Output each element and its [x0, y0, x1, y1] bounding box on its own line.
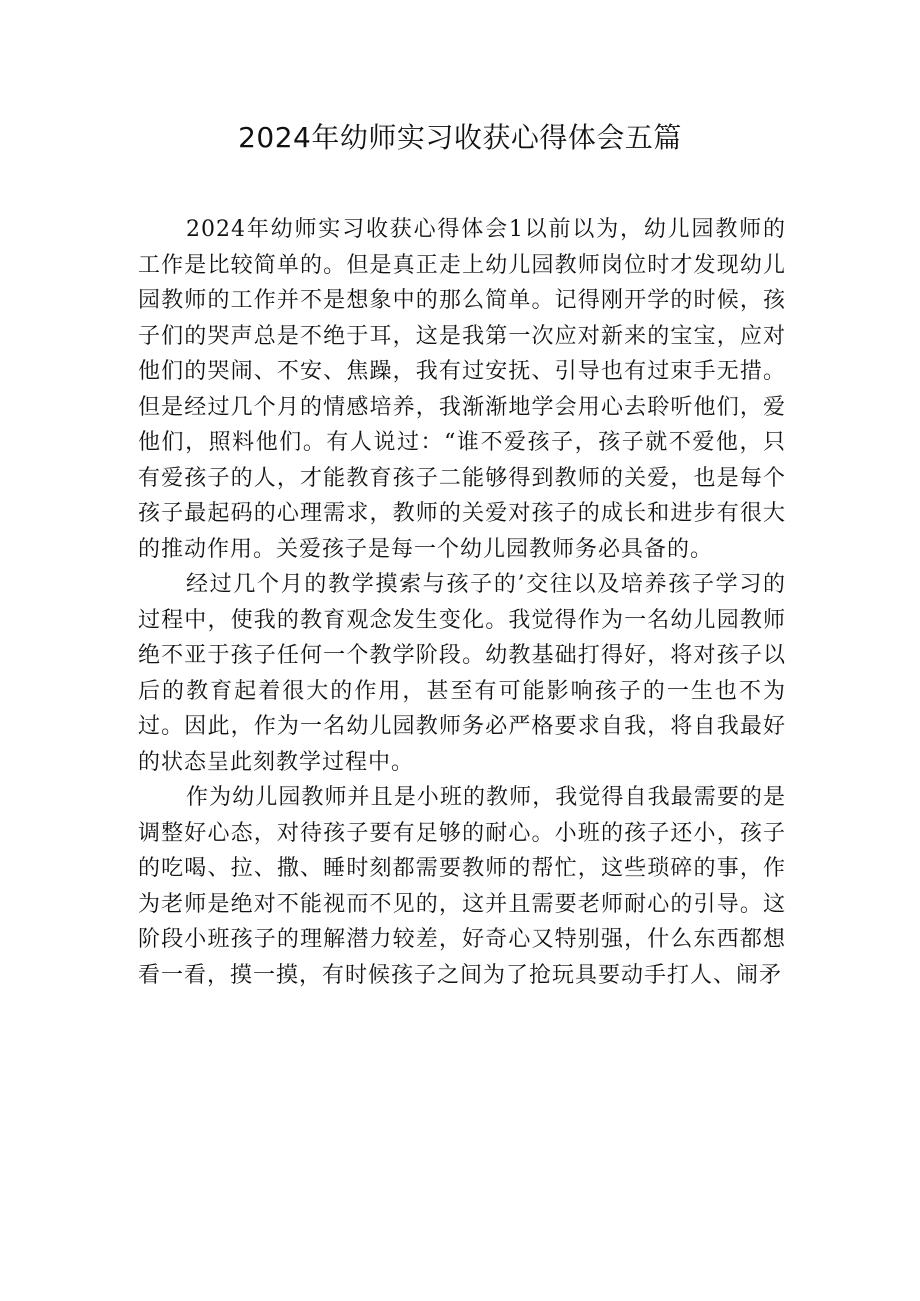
paragraph-1: 2024年幼师实习收获心得体会1以前以为，幼儿园教师的工作是比较简单的。但是真正走上幼儿园教师岗位时才发现幼儿园教师的工作并不是想象中的那么简单。记得刚开学的时候，孩子们的哭声总是不绝于耳，这是我第一次应对新来的宝宝，应对他们的哭闹、不安、焦躁，我有过安抚、引导也有过束手无措。但是经过几个月的情感培养，我渐渐地学会用心去聆听他们，爱他们，照料他们。有人说过：“谁不爱孩子，孩子就不爱他，只有爱孩子的人，才能教育孩子二能够得到教师的关爱，也是每个孩子最起码的心理需求，教师的关爱对孩子的成长和进步有很大的推动作用。关爱孩子是每一个幼儿园教师务必具备的。 [138, 217, 786, 562]
document-body [138, 212, 786, 993]
document-title: 2024年幼师实习收获心得体会五篇 [238, 121, 682, 154]
paragraph-3: 作为幼儿园教师并且是小班的教师，我觉得自我最需要的是调整好心态，对待孩子要有足够的耐心。小班的孩子还小，孩子的吃喝、拉、撒、睡时刻都需要教师的帮忙，这些琐碎的事，作为老师是绝对不能视而不见的，这并且需要老师耐心的引导。这阶段小班孩子的理解潜力较差，好奇心又特别强，什么东西都想看一看，摸一摸，有时候孩子之间为了抢玩具要动手打人、闹矛 [138, 785, 786, 988]
paragraph-2: 经过几个月的教学摸索与孩子的’交往以及培养孩子学习的过程中，使我的教育观念发生变化。我觉得作为一名幼儿园教师绝不亚于孩子任何一个教学阶段。幼教基础打得好，将对孩子以后的教育起着很大的作用，甚至有可能影响孩子的一生也不为过。因此，作为一名幼儿园教师务必严格要求自我，将自我最好的状态呈此刻教学过程中。 [138, 572, 786, 775]
